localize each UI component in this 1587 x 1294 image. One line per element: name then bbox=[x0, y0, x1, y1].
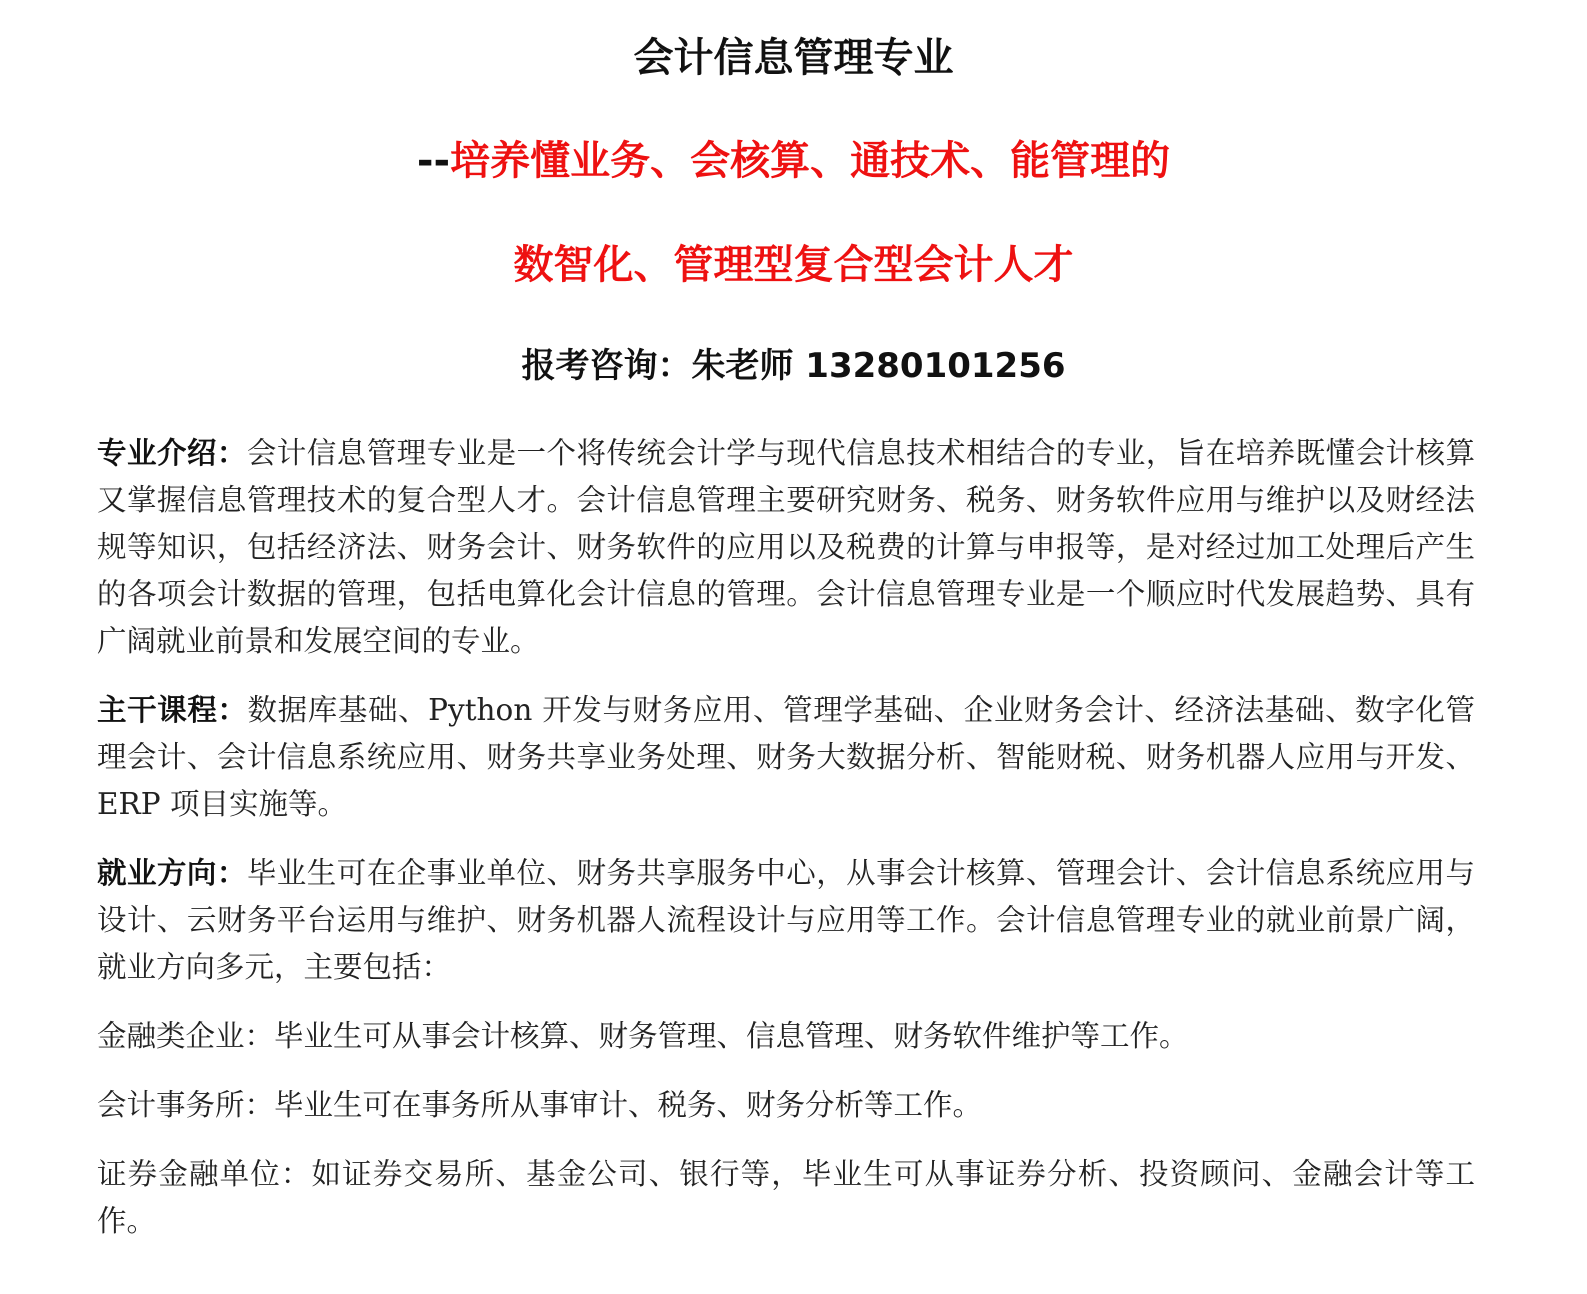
intro-text: 会计信息管理专业是一个将传统会计学与现代信息技术相结合的专业，旨在培养既懂会计核算又掌握信息管理技术的复合型人才。会计信息管理主要研究财务、税务、财务软件应用与维护以及财经法规等知识，包括经济法、财务会计、财务软件的应用以及税费的计算与申报等，是对经过加工处理后产生的各项会计数据的管理，包括电算化会计信息的管理。会计信息管理专业是一个顺应时代发展趋势、具有广阔就业前景和发展空间的专业。 bbox=[97, 436, 1475, 658]
courses-text: 数据库基础、Python 开发与财务应用、管理学基础、企业财务会计、经济法基础、数字化管理会计、会计信息系统应用、财务共享业务处理、财务大数据分析、智能财税、财务机器人应用与开发、ERP 项目实施等。 bbox=[97, 693, 1475, 821]
career-label: 就业方向： bbox=[97, 856, 247, 890]
subtitle-line-2: 数智化、管理型复合型会计人才 bbox=[513, 242, 1074, 288]
courses-paragraph bbox=[97, 687, 1475, 828]
intro-label: 专业介绍： bbox=[97, 436, 247, 470]
subtitle-dash: -- bbox=[416, 138, 451, 184]
career-text: 毕业生可在企事业单位、财务共享服务中心，从事会计核算、管理会计、会计信息系统应用与设计、云财务平台运用与维护、财务机器人流程设计与应用等工作。会计信息管理专业的就业前景广阔，就业方向多元，主要包括： bbox=[97, 856, 1475, 984]
intro-paragraph bbox=[97, 430, 1475, 665]
firm-paragraph: 会计事务所：毕业生可在事务所从事审计、税务、财务分析等工作。 bbox=[97, 1088, 983, 1122]
page-title: 会计信息管理专业 bbox=[633, 35, 954, 81]
subtitle-line-1 bbox=[0, 133, 1587, 189]
subtitle-line-1-text: 培养懂业务、会核算、通技术、能管理的 bbox=[450, 138, 1171, 184]
content-body bbox=[97, 430, 1475, 1267]
career-paragraph bbox=[97, 850, 1475, 991]
securities-paragraph: 证券金融单位：如证券交易所、基金公司、银行等，毕业生可从事证券分析、投资顾问、金融会计等工作。 bbox=[97, 1157, 1475, 1238]
contact-info: 报考咨询：朱老师 13280101256 bbox=[521, 346, 1066, 386]
finance-paragraph: 金融类企业：毕业生可从事会计核算、财务管理、信息管理、财务软件维护等工作。 bbox=[97, 1019, 1189, 1053]
courses-label: 主干课程： bbox=[97, 693, 248, 727]
